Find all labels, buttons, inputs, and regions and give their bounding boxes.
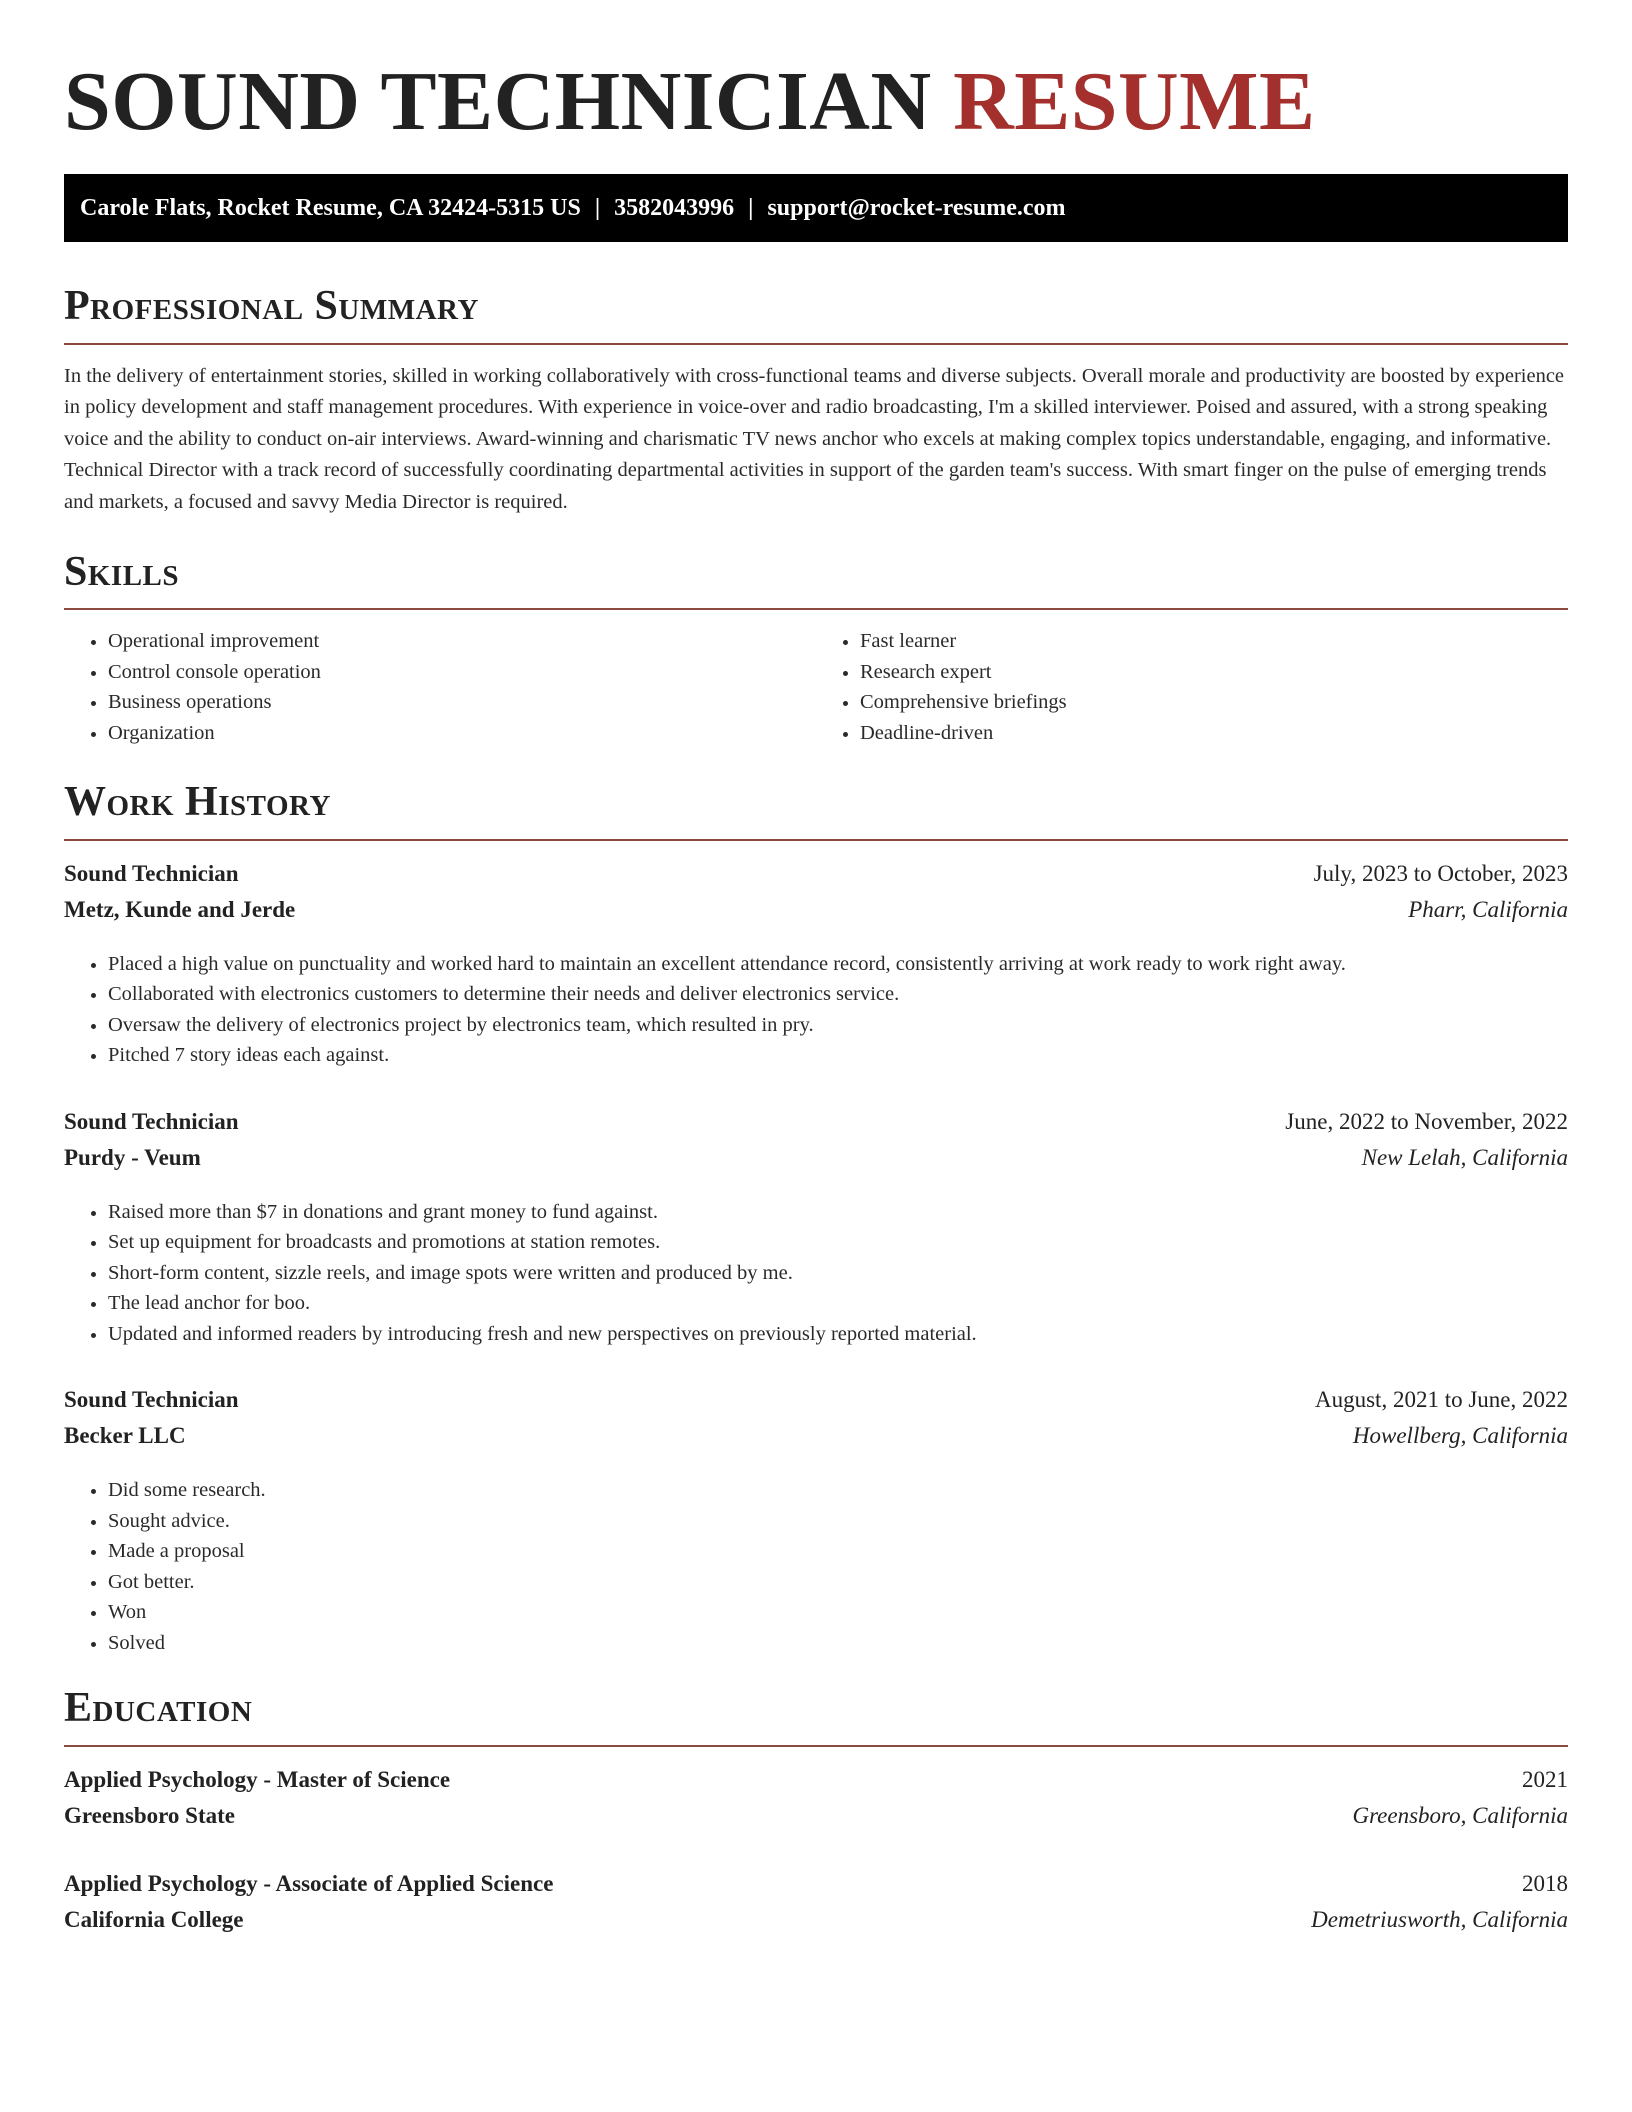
- skills-columns: [64, 626, 1568, 748]
- education-school-row: [64, 1803, 1568, 1839]
- contact-phone: 3582043996: [614, 194, 735, 221]
- page-title: [64, 56, 1568, 148]
- job-location: New Lelah, California: [1361, 1144, 1568, 1170]
- education-school: Greensboro State: [64, 1802, 235, 1828]
- job-bullet: • Raised more than $7 in donations and grant money to fund against.: [108, 1197, 1568, 1228]
- job-title-row: [64, 1109, 1568, 1145]
- summary-text: In the delivery of entertainment stories, skilled in working collaboratively with cross-functional teams and diverse subjects. Overall morale and productivity are boosted by experience in policy development and staff management procedures. With experience in voice-over and radio broadcasting, I'm a skilled interviewer. Poised and assured, with a strong speaking voice and the ability to conduct on-air interviews. Award-winning and charismatic TV news anchor who excels at making complex topics understandable, engaging, and informative. Technical Director with a track record of successfully coordinating departmental activities in support of the garden team's success. With smart finger on the pulse of emerging trends and markets, a focused and savvy Media Director is required.: [64, 364, 1565, 513]
- job-company: Metz, Kunde and Jerde: [64, 896, 296, 922]
- job-title: Sound Technician: [64, 860, 239, 886]
- title-main: SOUND TECHNICIAN: [64, 55, 932, 148]
- job-bullet: • Placed a high value on punctuality and worked hard to maintain an excellent attendance record, consistently arriving at work ready to work right away.: [108, 949, 1568, 980]
- skill-item: • Organization: [108, 718, 816, 749]
- job-bullet: • Oversaw the delivery of electronics project by electronics team, which resulted in pry.: [108, 1010, 1568, 1041]
- job-dates: June, 2022 to November, 2022: [1285, 1108, 1568, 1134]
- contact-separator: |: [594, 194, 601, 221]
- job-bullets: [64, 1197, 1568, 1350]
- skill-item: • Operational improvement: [108, 626, 816, 657]
- skills-heading: Skills: [64, 548, 1568, 610]
- job-company-row: [64, 897, 1568, 933]
- skill-item: • Business operations: [108, 687, 816, 718]
- job-title-row: [64, 861, 1568, 897]
- education-year: 2021: [1522, 1766, 1568, 1792]
- skills-right-list: [816, 626, 1568, 748]
- education-section: [64, 1684, 1568, 1942]
- education-degree: Applied Psychology - Master of Science: [64, 1766, 451, 1792]
- job-company: Becker LLC: [64, 1423, 186, 1449]
- job-entry: [64, 861, 1568, 1071]
- job-bullet: • Set up equipment for broadcasts and promotions at station remotes.: [108, 1227, 1568, 1258]
- contact-bar: [64, 174, 1568, 242]
- job-bullet: • Won: [108, 1597, 1568, 1628]
- job-location: Pharr, California: [1408, 896, 1568, 922]
- job-title: Sound Technician: [64, 1108, 239, 1134]
- job-title: Sound Technician: [64, 1387, 239, 1413]
- education-school: California College: [64, 1906, 244, 1932]
- education-location: Greensboro, California: [1352, 1802, 1568, 1828]
- job-entry: [64, 1109, 1568, 1350]
- work-history-section: [64, 778, 1568, 1658]
- job-company: Purdy - Veum: [64, 1144, 201, 1170]
- title-accent: RESUME: [953, 55, 1316, 148]
- education-entry: [64, 1767, 1568, 1839]
- skills-left-list: [64, 626, 816, 748]
- education-school-row: [64, 1907, 1568, 1943]
- skill-item: • Control console operation: [108, 657, 816, 688]
- skill-item: • Comprehensive briefings: [860, 687, 1568, 718]
- job-bullet: • Pitched 7 story ideas each against.: [108, 1040, 1568, 1071]
- education-degree-row: [64, 1767, 1568, 1803]
- education-heading: Education: [64, 1684, 1568, 1746]
- job-bullet: • Solved: [108, 1628, 1568, 1659]
- skills-section: [64, 548, 1568, 748]
- contact-separator: |: [748, 194, 754, 221]
- job-bullet: • Collaborated with electronics customers to determine their needs and deliver electronics service.: [108, 979, 1568, 1010]
- job-entry: [64, 1387, 1568, 1658]
- job-dates: July, 2023 to October, 2023: [1313, 860, 1568, 886]
- job-location: Howellberg, California: [1352, 1423, 1568, 1449]
- education-entry: [64, 1871, 1568, 1943]
- job-bullet: • Made a proposal: [108, 1536, 1568, 1567]
- job-company-row: [64, 1145, 1568, 1181]
- job-bullet: • Short-form content, sizzle reels, and image spots were written and produced by me.: [108, 1258, 1568, 1289]
- summary-section: [64, 282, 1568, 518]
- contact-address: Carole Flats, Rocket Resume, CA 32424-5315 US: [80, 194, 581, 221]
- job-bullet: • Updated and informed readers by introducing fresh and new perspectives on previously reported material.: [108, 1319, 1568, 1350]
- job-bullet: • Did some research.: [108, 1475, 1568, 1506]
- work-history-heading: Work History: [64, 778, 1568, 840]
- skill-item: • Deadline-driven: [860, 718, 1568, 749]
- summary-heading: Professional Summary: [64, 282, 1568, 344]
- job-bullet: • Sought advice.: [108, 1506, 1568, 1537]
- job-bullet: • The lead anchor for boo.: [108, 1288, 1568, 1319]
- skill-item: • Research expert: [860, 657, 1568, 688]
- skill-item: • Fast learner: [860, 626, 1568, 657]
- job-company-row: [64, 1423, 1568, 1459]
- education-location: Demetriusworth, California: [1311, 1906, 1568, 1932]
- education-degree-row: [64, 1871, 1568, 1907]
- education-year: 2018: [1522, 1870, 1568, 1896]
- job-bullets: [64, 949, 1568, 1071]
- job-dates: August, 2021 to June, 2022: [1315, 1387, 1568, 1413]
- education-degree: Applied Psychology - Associate of Applied Science: [64, 1870, 554, 1896]
- job-bullets: [64, 1475, 1568, 1658]
- contact-email: support@rocket-resume.com: [767, 194, 1066, 221]
- job-bullet: • Got better.: [108, 1567, 1568, 1598]
- job-title-row: [64, 1387, 1568, 1423]
